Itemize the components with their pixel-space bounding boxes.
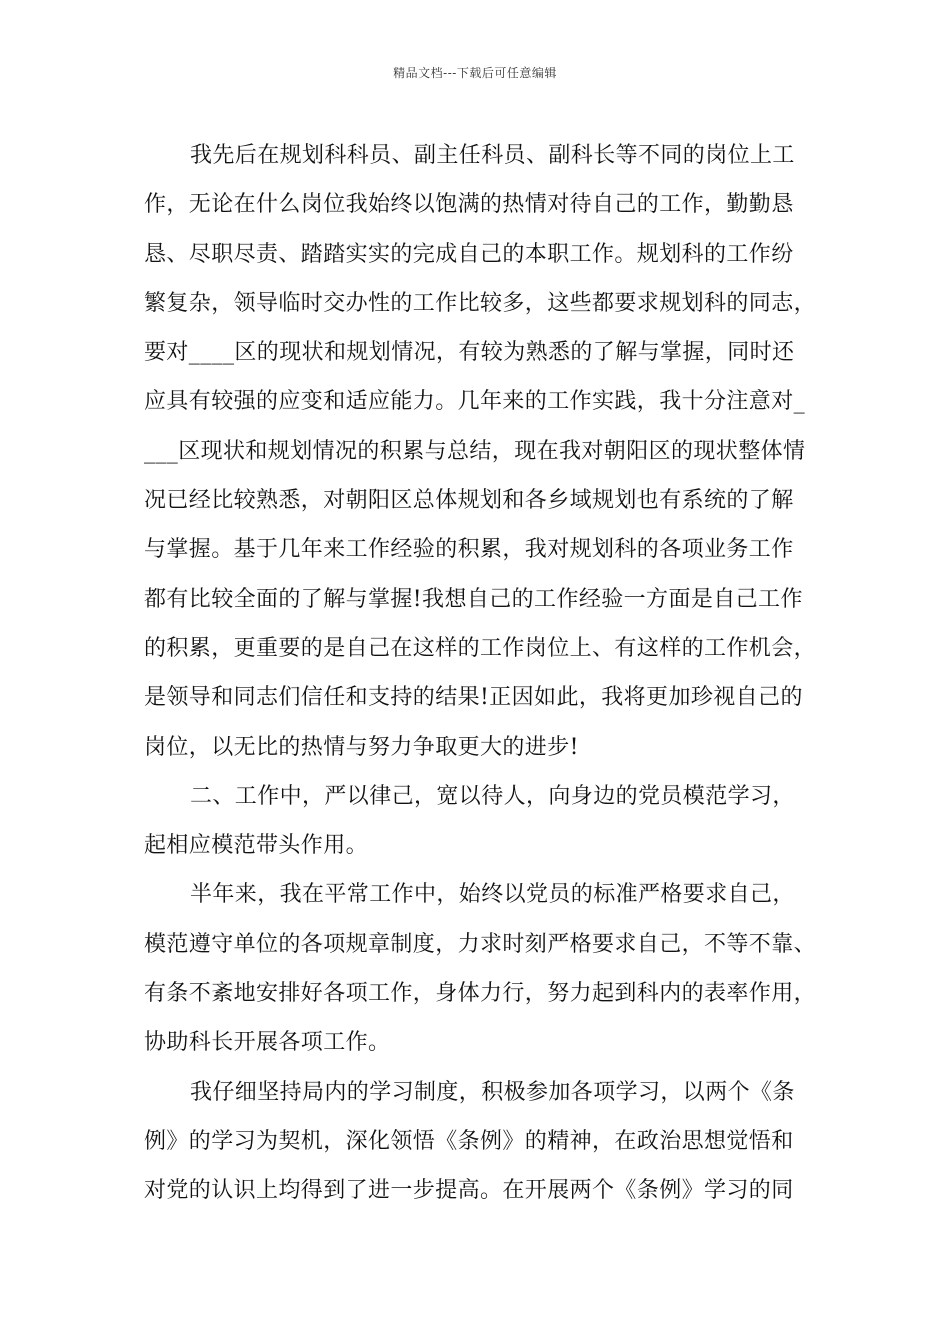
text-line: 岗位，以无比的热情与努力争取更大的进步!: [144, 734, 579, 760]
text-line: 是领导和同志们信任和支持的结果!正因如此，我将更加珍视自己的: [144, 685, 803, 711]
text-line: 都有比较全面的了解与掌握!我想自己的工作经验一方面是自己工作: [144, 586, 803, 612]
text-line: 恳、尽职尽责、踏踏实实的完成自己的本职工作。规划科的工作纷: [144, 241, 794, 267]
text-line: 应具有较强的应变和适应能力。几年来的工作实践，我十分注意对_: [144, 389, 806, 415]
text-line: 二、工作中，严以律己，宽以待人，向身边的党员模范学习，: [190, 783, 795, 809]
document-body: [144, 131, 824, 1216]
text-line: 半年来，我在平常工作中，始终以党员的标准严格要求自己，: [190, 882, 795, 908]
text-line: 与掌握。基于几年来工作经验的积累，我对规划科的各项业务工作: [144, 537, 794, 563]
text-line: 我仔细坚持局内的学习制度，积极参加各项学习，以两个《条: [190, 1079, 795, 1105]
text-line: 我先后在规划科科员、副主任科员、副科长等不同的岗位上工: [190, 143, 795, 168]
text-line: 作，无论在什么岗位我始终以饱满的热情对待自己的工作，勤勤恳: [144, 192, 794, 218]
text-line: 有条不紊地安排好各项工作，身体力行，努力起到科内的表率作用，: [144, 981, 817, 1007]
text-line: 例》的学习为契机，深化领悟《条例》的精神，在政治思想觉悟和: [144, 1128, 794, 1154]
page-header: 精品文档---下载后可任意编辑: [393, 66, 557, 80]
text-line: 模范遵守单位的各项规章制度，力求时刻严格要求自己，不等不靠、: [144, 931, 817, 957]
text-line: 对党的认识上均得到了进一步提高。在开展两个《条例》学习的同: [144, 1178, 794, 1204]
text-line: ___区现状和规划情况的积累与总结，现在我对朝阳区的现状整体情: [144, 438, 806, 464]
text-line: 要对____区的现状和规划情况，有较为熟悉的了解与掌握，同时还: [144, 340, 795, 366]
text-line: 的积累，更重要的是自己在这样的工作岗位上、有这样的工作机会，: [144, 635, 817, 661]
text-line: 况已经比较熟悉，对朝阳区总体规划和各乡域规划也有系统的了解: [144, 488, 794, 514]
text-line: 协助科长开展各项工作。: [144, 1030, 391, 1056]
text-line: 起相应模范带头作用。: [144, 833, 369, 859]
text-line: 繁复杂，领导临时交办性的工作比较多，这些都要求规划科的同志，: [144, 290, 817, 316]
